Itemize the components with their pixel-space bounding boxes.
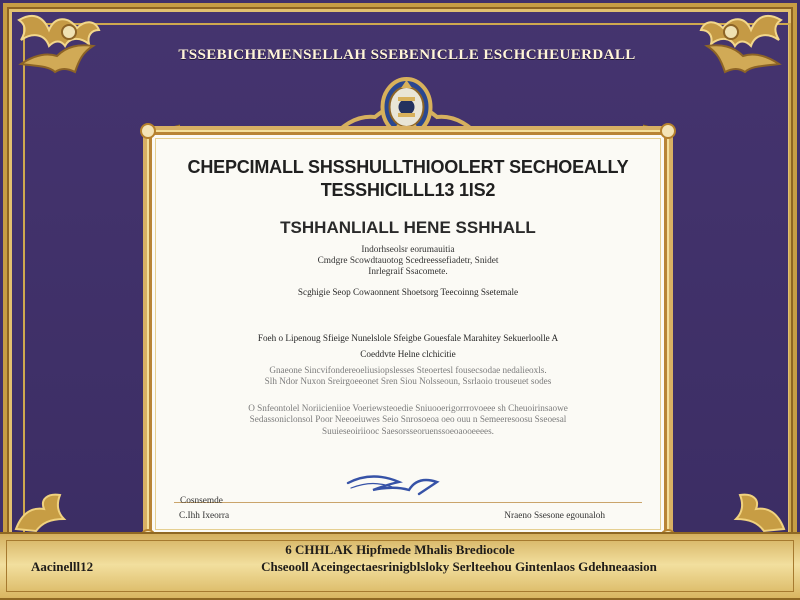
banner-line-1: 6 CHHLAK Hipfmede Mhalis Brediocole (285, 542, 515, 557)
bottom-right-ornament-icon (732, 489, 788, 535)
certificate-paper (143, 126, 673, 542)
details-line-6: Suuieseoiriiooc Saesorsseoruenssoeoaooeeees. (322, 426, 494, 436)
bottom-banner (0, 532, 800, 600)
signature-mark-icon (345, 470, 445, 500)
details-line-4: O Snfeontolel Noriicieniioe Voeriewsteoedie Sniuooerigorrrovoeee sh Cheuoirinsaowe (248, 403, 568, 413)
details-line-3: Slh Ndor Nuxon Sreirgoeeonet Sren Siou Nolsseoun, Ssrlaoio trouseuet sodes (264, 376, 552, 386)
details-line-2: Gnaeone Sincvifondereoeliusiopslesses Steoertesl fousecsodae nedalieoxls. (269, 365, 547, 375)
paper-corner-ornament-icon (140, 123, 156, 139)
certificate-heading (165, 158, 651, 200)
heading-line-1: CHEPCIMALL SHSSHULLTHIOOLERT SECHOEALLY (187, 157, 629, 177)
bottom-left-ornament-icon (12, 489, 68, 535)
course-line: Scghigie Seop Cowaonnent Shoetsorg Teecoinng Ssetemale (297, 287, 519, 297)
recipient-name: TSHHANLIALL HENE SSHHALL (280, 218, 536, 237)
award-line: Foeh o Lipenoug Sfieige Nunelslole Sfeigbe Gouesfale Marahitey Sekuerloolle A (257, 333, 559, 343)
certificate-top-title: TSSEBICHEMENSELLAH SSEBENICLLE ESCHCHEUERDALL (178, 47, 636, 63)
signature-label: Cosnsemde (180, 496, 223, 506)
top-left-ornament-icon (13, 12, 105, 80)
intro-line-1: Indorhseolsr eorumauitia (361, 245, 455, 255)
heading-line-2: TESSHICILLL13 1IS2 (320, 180, 496, 200)
details-line-1: Coeddvte Helne clchicitie (360, 349, 456, 359)
signature-value: C.Ihh Ixeorra (179, 511, 230, 521)
banner-line-2: Chseooll Aceingectaesrinigblsloky Serlteehou Gintenlaos Gdehneaasion (261, 559, 657, 574)
banner-left-label: Aacinelll12 (31, 559, 94, 574)
intro-text-block (175, 245, 641, 278)
signature-line (174, 502, 642, 503)
details-line-5: Sedassoniclonsol Poor Neeoeiuwes Seio Snrosoeoa oeo ouu n Semeeresoosu Sseoesal (249, 414, 567, 424)
outer-frame (3, 3, 797, 597)
intro-line-3: Inrlegraif Ssacomete. (368, 267, 448, 277)
right-footer-text: Nraeno Ssesone egounaloh (504, 511, 605, 521)
intro-line-2: Cmdgre Scowdtauotog Scedreessefiadetr, Snidet (317, 256, 499, 266)
paper-corner-ornament-icon (660, 123, 676, 139)
